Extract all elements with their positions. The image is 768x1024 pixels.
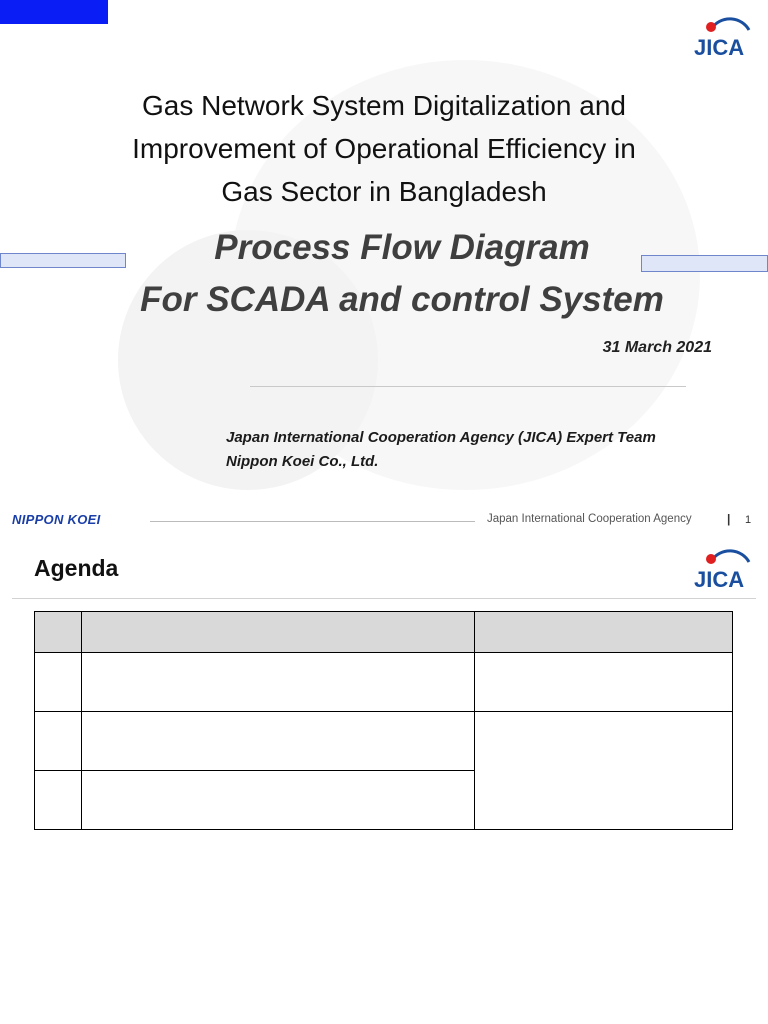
table-cell — [475, 653, 733, 712]
table-cell — [82, 712, 475, 771]
table-cell — [35, 771, 82, 830]
agenda-heading: Agenda — [34, 555, 119, 581]
agenda-divider — [12, 598, 756, 599]
header-cell-topic — [82, 612, 475, 653]
header-cell-remarks — [475, 612, 733, 653]
divider-line — [250, 386, 686, 387]
slide-title — [40, 84, 728, 213]
table-cell — [82, 653, 475, 712]
table-row — [35, 712, 733, 771]
table-cell — [35, 712, 82, 771]
table-cell-merged — [475, 712, 733, 830]
title-line-3: Gas Sector in Bangladesh — [221, 176, 547, 207]
nippon-koei-logo: NIPPON KOEI — [12, 512, 101, 527]
footer-divider — [150, 521, 475, 522]
organization-block — [226, 426, 656, 474]
agenda-table — [34, 611, 733, 830]
presentation-date: 31 March 2021 — [602, 339, 712, 356]
table-row — [35, 653, 733, 712]
slide-subtitle — [30, 222, 768, 326]
jica-logo-agenda — [692, 542, 752, 590]
corner-blue-block — [0, 0, 108, 24]
org-line-2: Nippon Koei Co., Ltd. — [226, 453, 379, 470]
title-line-2: Improvement of Operational Efficiency in — [132, 133, 636, 164]
table-header-row — [35, 612, 733, 653]
table-cell — [35, 653, 82, 712]
footer-separator: | — [727, 512, 731, 526]
org-line-1: Japan International Cooperation Agency (JICA) Expert Team — [226, 429, 656, 446]
header-cell-no — [35, 612, 82, 653]
footer-agency-name: Japan International Cooperation Agency — [487, 513, 692, 525]
page-number: 1 — [745, 514, 752, 526]
jica-logo-agenda-text: JICA — [694, 567, 745, 590]
subtitle-line-1: Process Flow Diagram — [214, 228, 590, 267]
jica-logo-text: JICA — [694, 35, 745, 58]
subtitle-line-2: For SCADA and control System — [140, 280, 664, 319]
title-line-1: Gas Network System Digitalization and — [142, 90, 626, 121]
jica-logo — [692, 10, 752, 58]
table-cell — [82, 771, 475, 830]
